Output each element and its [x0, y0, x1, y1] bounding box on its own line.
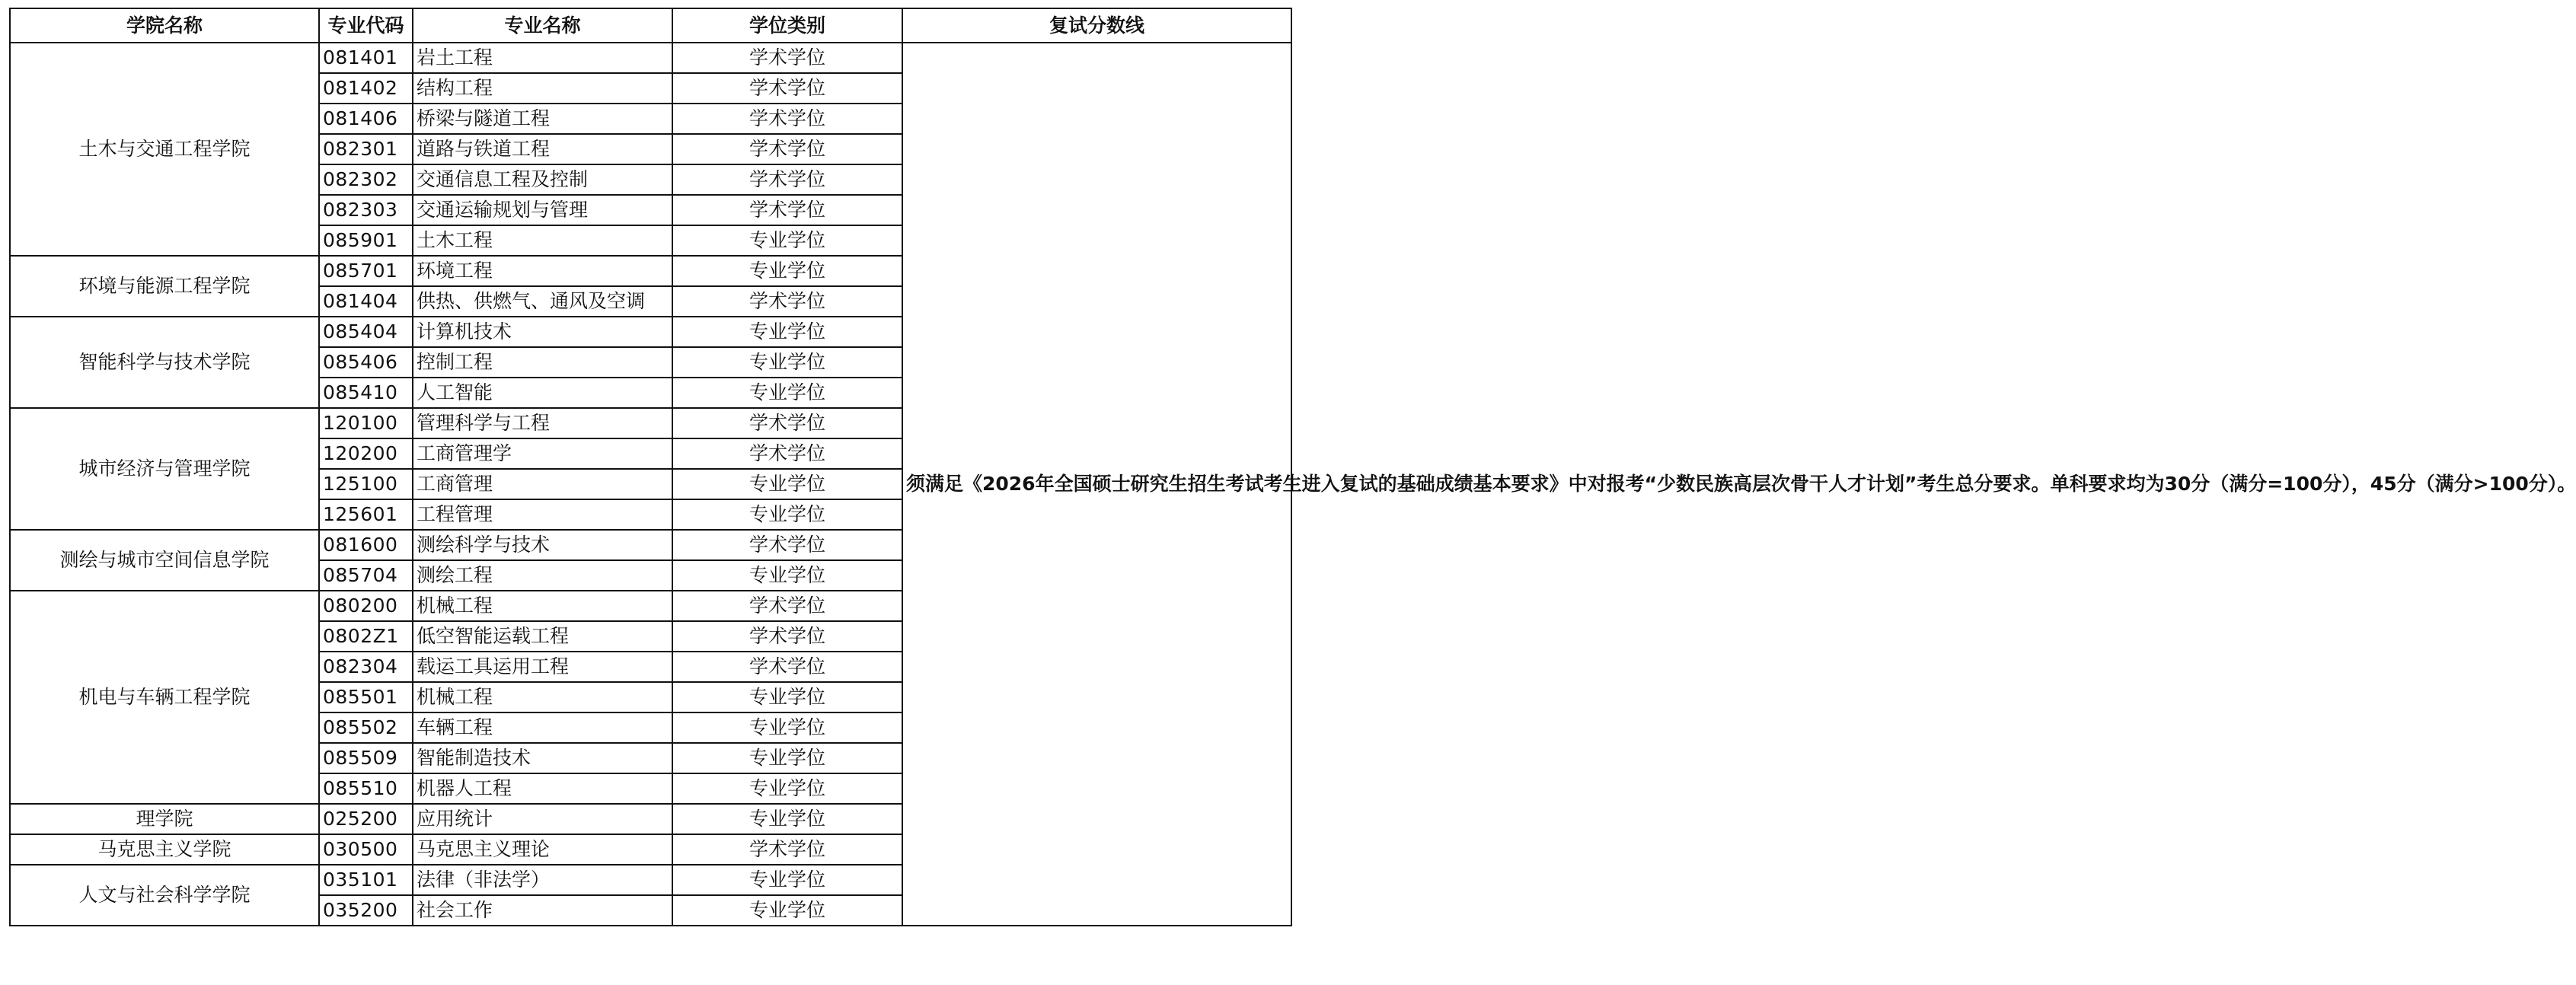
college-name-cell: 智能科学与技术学院: [10, 317, 319, 408]
major-code-cell: 035200: [319, 895, 413, 926]
header-row: [10, 8, 1291, 43]
major-code-cell: 081404: [319, 286, 413, 317]
major-name-cell: 结构工程: [413, 73, 672, 104]
header-major-name: 专业名称: [413, 8, 672, 43]
degree-type-cell: 学术学位: [672, 652, 902, 682]
major-name-cell: 桥梁与隧道工程: [413, 104, 672, 134]
score-line-document: [9, 8, 2576, 926]
major-name-cell: 工商管理学: [413, 438, 672, 469]
degree-type-cell: 专业学位: [672, 499, 902, 530]
major-name-cell: 交通运输规划与管理: [413, 195, 672, 225]
major-name-cell: 应用统计: [413, 804, 672, 834]
major-code-cell: 080200: [319, 591, 413, 621]
degree-type-cell: 专业学位: [672, 682, 902, 712]
major-code-cell: 085704: [319, 560, 413, 591]
major-name-cell: 土木工程: [413, 225, 672, 256]
degree-type-cell: 学术学位: [672, 43, 902, 73]
major-name-cell: 法律（非法学）: [413, 865, 672, 895]
college-name-cell: 环境与能源工程学院: [10, 256, 319, 317]
degree-type-cell: 专业学位: [672, 804, 902, 834]
major-code-cell: 081600: [319, 530, 413, 560]
table-body: [10, 43, 2576, 926]
degree-type-cell: 专业学位: [672, 865, 902, 895]
header-major-code: 专业代码: [319, 8, 413, 43]
major-name-cell: 交通信息工程及控制: [413, 164, 672, 195]
degree-type-cell: 专业学位: [672, 895, 902, 926]
college-name-cell: 测绘与城市空间信息学院: [10, 530, 319, 591]
degree-type-cell: 学术学位: [672, 73, 902, 104]
degree-type-cell: 学术学位: [672, 164, 902, 195]
major-code-cell: 081406: [319, 104, 413, 134]
degree-type-cell: 学术学位: [672, 834, 902, 865]
major-name-cell: 车辆工程: [413, 712, 672, 743]
major-name-cell: 计算机技术: [413, 317, 672, 347]
major-name-cell: 测绘工程: [413, 560, 672, 591]
degree-type-cell: 学术学位: [672, 591, 902, 621]
major-code-cell: 125601: [319, 499, 413, 530]
major-code-cell: 082301: [319, 134, 413, 164]
college-name-cell: 人文与社会科学学院: [10, 865, 319, 926]
major-name-cell: 管理科学与工程: [413, 408, 672, 438]
major-code-cell: 085410: [319, 378, 413, 408]
major-code-cell: 082303: [319, 195, 413, 225]
major-name-cell: 工商管理: [413, 469, 672, 499]
degree-type-cell: 学术学位: [672, 134, 902, 164]
score-requirement-note: 须满足《2026年全国硕士研究生招生考试考生进入复试的基础成绩基本要求》中对报考“少数民族高层次骨干人才计划”考生总分要求。单科要求均为30分（满分=100分），45分（满分>100分）。: [902, 43, 1291, 926]
major-name-cell: 测绘科学与技术: [413, 530, 672, 560]
degree-type-cell: 学术学位: [672, 104, 902, 134]
degree-type-cell: 专业学位: [672, 347, 902, 378]
major-code-cell: 085406: [319, 347, 413, 378]
major-code-cell: 025200: [319, 804, 413, 834]
degree-type-cell: 专业学位: [672, 378, 902, 408]
college-name-cell: 机电与车辆工程学院: [10, 591, 319, 804]
major-code-cell: 082302: [319, 164, 413, 195]
major-code-cell: 085502: [319, 712, 413, 743]
header-college: 学院名称: [10, 8, 319, 43]
degree-type-cell: 专业学位: [672, 712, 902, 743]
major-name-cell: 人工智能: [413, 378, 672, 408]
degree-type-cell: 专业学位: [672, 317, 902, 347]
major-name-cell: 机器人工程: [413, 773, 672, 804]
major-code-cell: 085404: [319, 317, 413, 347]
major-name-cell: 社会工作: [413, 895, 672, 926]
degree-type-cell: 专业学位: [672, 469, 902, 499]
degree-type-cell: 学术学位: [672, 438, 902, 469]
degree-type-cell: 学术学位: [672, 621, 902, 652]
major-code-cell: 0802Z1: [319, 621, 413, 652]
degree-type-cell: 专业学位: [672, 256, 902, 286]
major-code-cell: 120200: [319, 438, 413, 469]
degree-type-cell: 学术学位: [672, 195, 902, 225]
degree-type-cell: 专业学位: [672, 560, 902, 591]
college-name-cell: 马克思主义学院: [10, 834, 319, 865]
major-code-cell: 081402: [319, 73, 413, 104]
degree-type-cell: 学术学位: [672, 286, 902, 317]
major-code-cell: 125100: [319, 469, 413, 499]
major-code-cell: 085510: [319, 773, 413, 804]
major-code-cell: 081401: [319, 43, 413, 73]
score-line-table: [9, 8, 2576, 926]
major-name-cell: 控制工程: [413, 347, 672, 378]
degree-type-cell: 专业学位: [672, 225, 902, 256]
major-name-cell: 工程管理: [413, 499, 672, 530]
major-code-cell: 085701: [319, 256, 413, 286]
degree-type-cell: 学术学位: [672, 530, 902, 560]
table-row: [10, 43, 1291, 73]
degree-type-cell: 专业学位: [672, 743, 902, 773]
major-code-cell: 082304: [319, 652, 413, 682]
header-degree-type: 学位类别: [672, 8, 902, 43]
major-code-cell: 035101: [319, 865, 413, 895]
major-name-cell: 环境工程: [413, 256, 672, 286]
degree-type-cell: 学术学位: [672, 408, 902, 438]
college-name-cell: 城市经济与管理学院: [10, 408, 319, 530]
major-name-cell: 机械工程: [413, 682, 672, 712]
major-code-cell: 085509: [319, 743, 413, 773]
major-code-cell: 030500: [319, 834, 413, 865]
major-name-cell: 岩土工程: [413, 43, 672, 73]
major-name-cell: 智能制造技术: [413, 743, 672, 773]
degree-type-cell: 专业学位: [672, 773, 902, 804]
major-code-cell: 085901: [319, 225, 413, 256]
major-name-cell: 机械工程: [413, 591, 672, 621]
major-code-cell: 085501: [319, 682, 413, 712]
major-code-cell: 120100: [319, 408, 413, 438]
major-name-cell: 低空智能运载工程: [413, 621, 672, 652]
major-name-cell: 马克思主义理论: [413, 834, 672, 865]
major-name-cell: 道路与铁道工程: [413, 134, 672, 164]
major-name-cell: 载运工具运用工程: [413, 652, 672, 682]
college-name-cell: 理学院: [10, 804, 319, 834]
major-name-cell: 供热、供燃气、通风及空调: [413, 286, 672, 317]
college-name-cell: 土木与交通工程学院: [10, 43, 319, 256]
header-score-line: 复试分数线: [902, 8, 1291, 43]
